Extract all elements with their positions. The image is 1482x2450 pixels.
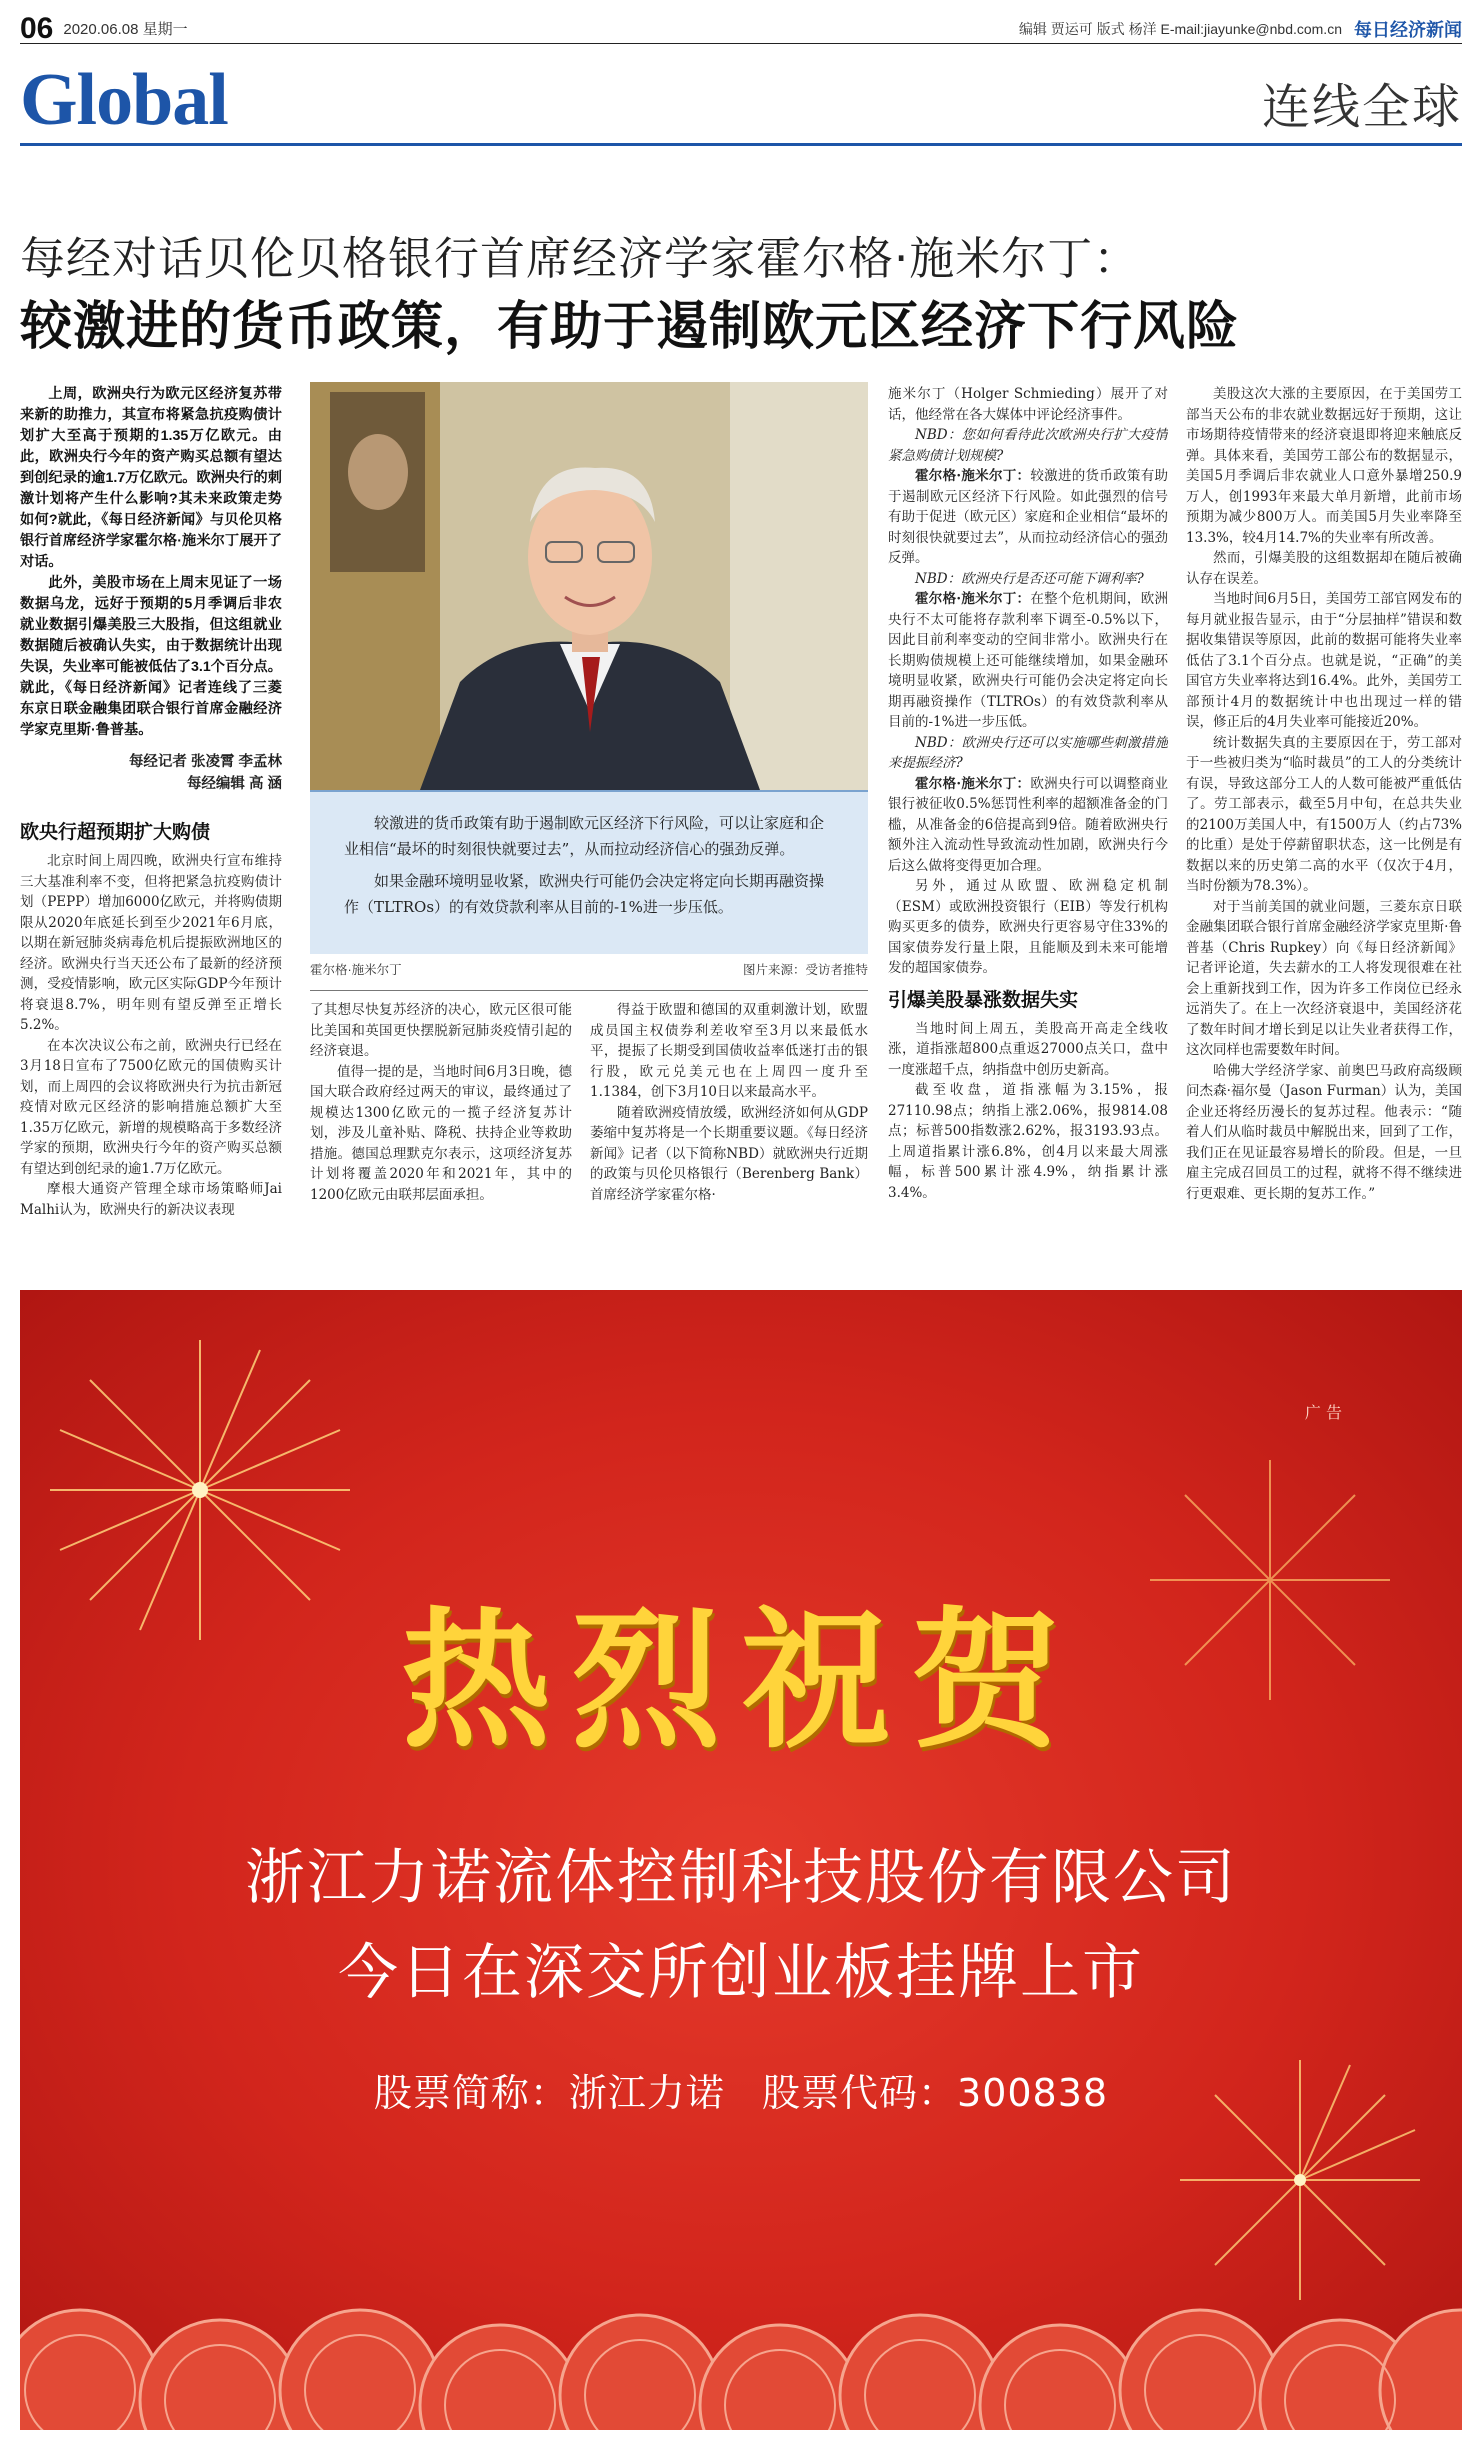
answer-speaker: 霍尔格·施米尔丁： [915, 468, 1031, 484]
paragraph: 截至收盘，道指涨幅为3.15%，报27110.98点；纳指上涨2.06%，报9814.08点；标普500指数涨2.62%，报3193.93点。上周道指累计涨6.8%，创4月以来最大周涨幅，标普500累计涨4.9%，纳指累计涨3.4%。 [888, 1082, 1168, 1201]
section-title-cn: 连线全球 [1261, 79, 1462, 135]
interview-answer [888, 589, 1168, 733]
pull-quote-text: 如果金融环境明显收紧，欧洲央行可能仍会决定将定向长期再融资操作（TLTROs）的有效贷款利率从目前的-1%进一步压低。 [344, 872, 825, 916]
paragraph: 北京时间上周四晚，欧洲央行宣布维持三大基准利率不变，但将把紧急抗疫购债计划（PEPP）增加6000亿欧元，并将购债期限从2020年底延长到至少2021年6月底，以期在新冠肺炎病毒危机后提振欧洲地区的经济。欧洲央行当天还公布了最新的经济预测，受疫情影响，欧元区实际GDP今年预计将衰退8.7%，明年则有望反弹至正增长5.2%。 [20, 853, 282, 1033]
ad-company-name: 浙江力诺流体控制科技股份有限公司 [245, 1843, 1237, 1913]
section-title-en: Global [20, 59, 228, 141]
editor-credits: 编辑 贾运可 版式 杨洋 E-mail:jiayunke@nbd.com.cn [1018, 20, 1342, 37]
article-column-2 [310, 1000, 572, 1274]
subheading: 引爆美股暴涨数据失实 [888, 988, 1079, 1011]
paragraph: 了其想尽快复苏经济的决心，欧元区很可能比美国和英国更快摆脱新冠肺炎疫情引起的经济衰退。 [310, 1002, 572, 1059]
photo-caption: 霍尔格·施米尔丁 [310, 963, 402, 977]
pull-quote [310, 790, 868, 954]
paragraph: 当地时间上周五，美股高开高走全线收涨，道指涨超800点重返27000点关口，盘中一度涨超千点，纳指盘中创历史新高。 [888, 1020, 1168, 1078]
issue-date: 2020.06.08 星期一 [63, 21, 188, 38]
paragraph: 另外，通过从欧盟、欧洲稳定机制（ESM）或欧洲投资银行（EIB）等发行机构购买更多的债券，欧洲央行更容易守住33%的国家债券发行量上限，且能顺及到未来可能增发的超国家债券。 [888, 878, 1168, 976]
article-column-3 [590, 1000, 868, 1274]
interview-question: NBD：欧洲央行是否还可能下调利率? [915, 570, 1144, 587]
answer-speaker: 霍尔格·施米尔丁： [915, 591, 1031, 607]
headline-main: 较激进的货币政策，有助于遏制欧元区经济下行风险 [20, 297, 1240, 357]
article-column-4 [888, 384, 1168, 1274]
interviewee-photo [310, 382, 868, 790]
article-column-1 [20, 384, 282, 1274]
paragraph: 然而，引爆美股的这组数据却在随后被确认存在误差。 [1186, 550, 1462, 587]
answer-text: 较激进的货币政策有助于遏制欧元区经济下行风险。如此强烈的信号有助于促进（欧元区）家庭和企业相信“最坏的时刻很快就要过去”，从而拉动经济信心的强劲反弹。 [888, 468, 1168, 566]
article-column-5 [1186, 384, 1462, 1274]
paragraph: 统计数据失真的主要原因在于，劳工部对于一些被归类为“临时裁员”的工人的分类统计有误，导致这部分工人的人数可能被严重低估了。劳工部表示，截至5月中旬，在总共失业的2100万美国人中，有1500万人（约占73%的比重）是处于停薪留职状态，这一比例是有数据以来的历史第二高的水平（仅次于4月，当时份额为78.3%）。 [1186, 734, 1462, 894]
lead-paragraph: 此外，美股市场在上周末见证了一场数据乌龙，远好于预期的5月季调后非农就业数据引爆美股三大股指，但这组就业数据随后被确认失实，由于数据统计出现失误，失业率可能被低估了3.1个百分点。就此，《每日经济新闻》记者连线了三菱东京日联金融集团联合银行首席金融经济学家克里斯·鲁普基。 [20, 575, 282, 738]
divider [310, 990, 868, 991]
header-right [1019, 16, 1462, 42]
newspaper-logo: 每日经济新闻 [1354, 19, 1462, 41]
stock-code: 股票代码：300838 [762, 2071, 1109, 2115]
subheading: 欧央行超预期扩大购债 [20, 821, 211, 843]
answer-text: 欧洲央行可以调整商业银行被征收0.5%惩罚性利率的超额准备金的门槛，从准备金的6倍提高到9倍。随着欧洲央行额外注入流动性导致流动性加剧，欧洲央行今后这么做将变得更加合理。 [888, 775, 1168, 874]
interview-question: NBD：欧洲央行还可以实施哪些刺激措施来提振经济? [888, 734, 1168, 771]
interview-question: NBD：您如何看待此次欧洲央行扩大疫情紧急购债计划规模? [888, 427, 1168, 464]
interview-answer [888, 774, 1168, 877]
ad-stock-info [20, 2062, 1462, 2117]
portrait-image [310, 382, 868, 790]
page-number: 06 [20, 11, 54, 45]
paragraph: 施米尔丁（Holger Schmieding）展开了对话，他经常在各大媒体中评论经济事件。 [888, 386, 1168, 423]
paragraph: 在本次决议公布之前，欧洲央行已经在3月18日宣布了7500亿欧元的国债购买计划，而上周四的会议将欧洲央行为抗击新冠疫情对欧元区经济的影响措施总额扩大至1.35万亿欧元，新增的规模略高于多数经济学家的预期，欧洲央行今年的资产购买总额有望达到创纪录的逾1.7万亿欧元。 [20, 1037, 282, 1177]
photo-credit-bar [310, 960, 868, 978]
paragraph: 当地时间6月5日，美国劳工部官网发布的每月就业报告显示，由于“分层抽样”错误和数据收集错误等原因，此前的数据可能将失业率低估了3.1个百分点。也就是说，“正确”的美国官方失业率将达到16.4%。此外，美国劳工部预计4月的数据统计中也出现过一样的错误，修正后的4月失业率可能接近20%。 [1186, 591, 1462, 730]
paragraph: 哈佛大学经济学家、前奥巴马政府高级顾问杰森·福尔曼（Jason Furman）认为，美国企业还将经历漫长的复苏过程。他表示：“随着人们从临时裁员中解脱出来，回到了工作，我们正在见证最容易增长的阶段。但是，一旦雇主完成召回员工的过程，就将不得不继续进行更艰难、更长期的复苏工作。” [1186, 1062, 1462, 1202]
ad-listing-text: 今日在深交所创业板挂牌上市 [338, 1938, 1144, 2008]
cloud-pattern-decoration [20, 2190, 1462, 2430]
paragraph: 随着欧洲疫情放缓，欧洲经济如何从GDP萎缩中复苏将是一个长期重要议题。《每日经济新闻》记者（以下简称NBD）就欧洲央行近期的政策与贝伦贝格银行（Berenberg Bank）首席经济学家霍尔格· [590, 1104, 868, 1203]
answer-speaker: 霍尔格·施米尔丁： [915, 775, 1031, 792]
page-header [20, 11, 1462, 45]
advertisement [20, 1290, 1462, 2430]
stock-name: 股票简称：浙江力诺 [373, 2071, 725, 2115]
ad-title: 热烈祝贺 [400, 1595, 1081, 1769]
answer-text: 在整个危机期间，欧洲央行不太可能将存款利率下调至-0.5%以下，因此目前利率变动的空间非常小。欧洲央行在长期购债规模上还可能继续增加，如果金融环境明显收紧，欧洲央行可能仍会决定将定向长期再融资操作（TLTROs）的有效贷款利率从目前的-1%进一步压低。 [888, 591, 1168, 730]
photo-credit: 图片来源：受访者推特 [742, 963, 868, 977]
headline-kicker: 每经对话贝伦贝格银行首席经济学家霍尔格·施米尔丁： [20, 232, 1140, 285]
lead-paragraph: 上周，欧洲央行为欧元区经济复苏带来新的助推力，其宣布将紧急抗疫购债计划扩大至高于预期的1.35万亿欧元。由此，欧洲央行今年的资产购买总额有望达到创纪录的逾1.7万亿欧元。欧洲央行的刺激计划将产生什么影响?其未来政策走势如何?就此，《每日经济新闻》与贝伦贝格银行首席经济学家霍尔格·施米尔丁展开了对话。 [20, 386, 282, 570]
paragraph: 值得一提的是，当地时间6月3日晚，德国大联合政府经过两天的审议，最终通过了规模达1300亿欧元的一揽子经济复苏计划，涉及儿童补贴、降税、扶持企业等救助措施。德国总理默克尔表示，这项经济复苏计划将覆盖2020年和2021年，其中的1200亿欧元由联邦层面承担。 [310, 1063, 572, 1203]
ad-label: 广 告 [1304, 1403, 1342, 1422]
byline-reporters: 每经记者 张凌霄 李孟林 [128, 754, 282, 770]
paragraph: 美股这次大涨的主要原因，在于美国劳工部当天公布的非农就业数据远好于预期，这让市场期待疫情带来的经济衰退即将迎来触底反弹。具体来看，美国劳工部公布的数据显示，美国5月季调后非农就业人口意外暴增250.9万人，创1993年来最大单月新增，此前市场预期为减少800万人。而美国5月失业率降至13.3%，较4月14.7%的失业率有所改善。 [1186, 386, 1462, 546]
paragraph: 摩根大通资产管理全球市场策略师Jai Malhi认为，欧洲央行的新决议表现 [20, 1181, 282, 1218]
byline [20, 751, 282, 795]
paragraph: 对于当前美国的就业问题，三菱东京日联金融集团联合银行首席金融经济学家克里斯·鲁普基（Chris Rupkey）向《每日经济新闻》记者评论道，失去薪水的工人将发现很难在社会上重新找到工作，因为许多工作岗位已经永远消失了。在上一次经济衰退中，美国经济花了数年时间才增长到足以让失业者获得工作，这次同样也需要数年时间。 [1186, 898, 1462, 1058]
byline-editor: 每经编辑 高 涵 [186, 776, 282, 792]
pull-quote-text: 较激进的货币政策有助于遏制欧元区经济下行风险，可以让家庭和企业相信“最坏的时刻很快就要过去”，从而拉动经济信心的强劲反弹。 [344, 814, 825, 858]
section-banner [20, 60, 1462, 146]
paragraph: 得益于欧盟和德国的双重刺激计划，欧盟成员国主权债券利差收窄至3月以来最低水平，提振了长期受到国债收益率低迷打击的银行股，欧元兑美元也在上周四一度升至1.1384，创下3月10日以来最高水平。 [590, 1002, 868, 1100]
interview-answer [888, 466, 1168, 569]
